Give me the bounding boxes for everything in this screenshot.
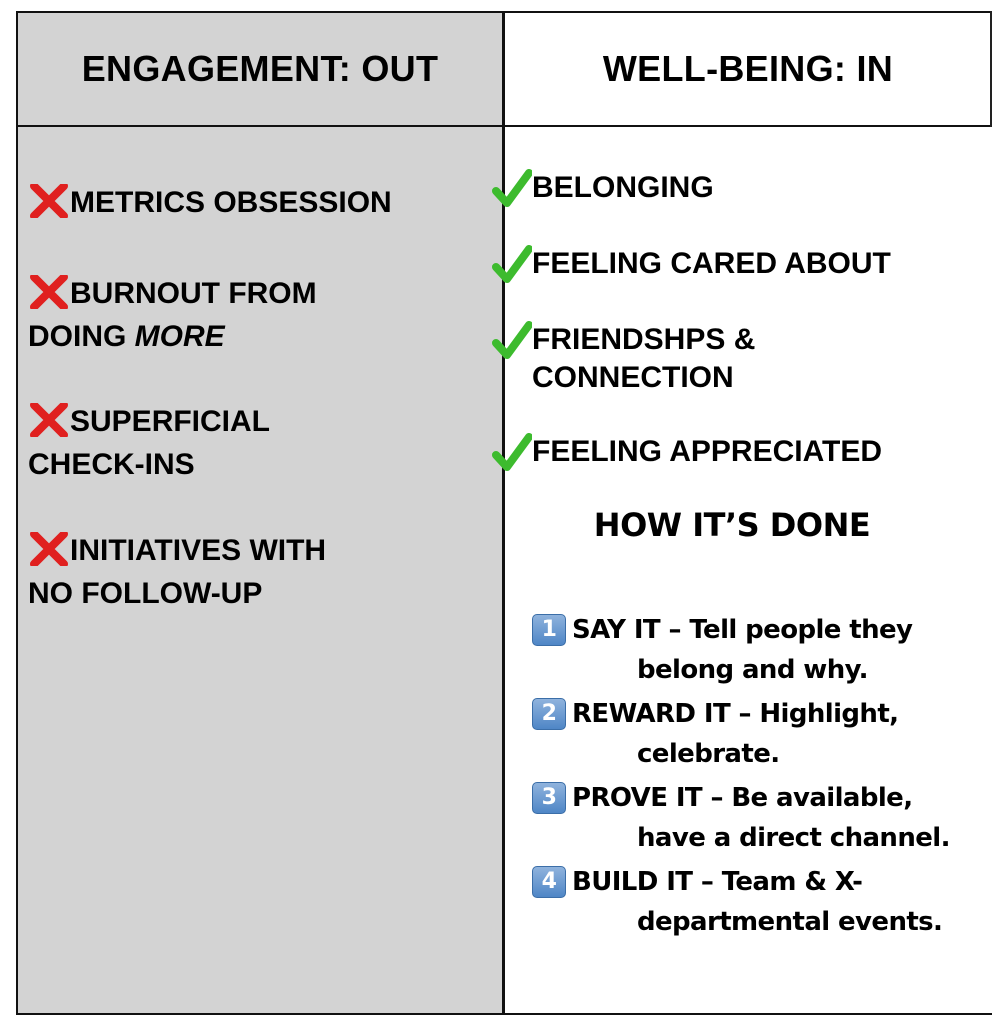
check-mark-icon [492, 321, 532, 359]
step-reward-it [532, 694, 898, 774]
keycap-number-icon: 4 [532, 866, 566, 898]
step-prove-it [532, 778, 950, 858]
out-item-label: BURNOUT FROM [70, 277, 317, 310]
step-line: SAY IT – Tell people they [572, 615, 913, 645]
step-line: PROVE IT – Be available, [572, 783, 913, 813]
step-build-it [532, 862, 942, 942]
keycap-number-icon: 2 [532, 698, 566, 730]
in-item-appreciated [494, 433, 882, 471]
in-item-label: FRIENDSHPS & [532, 323, 756, 356]
out-column [16, 11, 506, 1015]
emphasis-text: MORE [134, 320, 225, 353]
out-item-checkins [28, 400, 270, 486]
in-item-cared [494, 245, 891, 283]
out-item-label: INITIATIVES WITH [70, 534, 327, 567]
out-item-label: SUPERFICIAL [70, 405, 271, 438]
step-line: REWARD IT – Highlight, [572, 699, 899, 729]
out-item-label: NO FOLLOW-UP [28, 577, 263, 610]
step-line: BUILD IT – Team & X- [572, 867, 863, 897]
check-mark-icon [492, 433, 532, 471]
out-item-label: METRICS OBSESSION [70, 186, 392, 219]
out-item-label: CHECK-INS [28, 448, 195, 481]
out-item-burnout [28, 272, 317, 358]
cross-mark-icon [28, 532, 70, 566]
out-header: ENGAGEMENT: OUT [81, 48, 439, 89]
step-line: have a direct channel. [637, 823, 950, 853]
in-item-label: CONNECTION [532, 361, 734, 394]
step-say-it [532, 610, 912, 690]
step-line: departmental events. [637, 907, 943, 937]
out-item-initiatives [28, 529, 326, 615]
in-item-belonging [494, 169, 714, 207]
keycap-number-icon: 3 [532, 782, 566, 814]
in-item-label: FEELING APPRECIATED [532, 435, 883, 468]
step-line: celebrate. [637, 739, 780, 769]
out-item-label: DOING [28, 320, 135, 353]
check-mark-icon [492, 245, 532, 283]
cross-mark-icon [28, 275, 70, 309]
in-item-friendships [494, 321, 755, 397]
in-item-label: FEELING CARED ABOUT [532, 247, 891, 280]
in-header: WELL-BEING: IN [602, 48, 894, 89]
how-its-done-title: HOW IT’S DONE [593, 506, 871, 544]
check-mark-icon [492, 169, 532, 207]
in-item-label: BELONGING [532, 171, 714, 204]
cross-mark-icon [28, 184, 70, 218]
step-line: belong and why. [637, 655, 868, 685]
cross-mark-icon [28, 403, 70, 437]
keycap-number-icon: 1 [532, 614, 566, 646]
out-item-metrics [28, 181, 392, 224]
